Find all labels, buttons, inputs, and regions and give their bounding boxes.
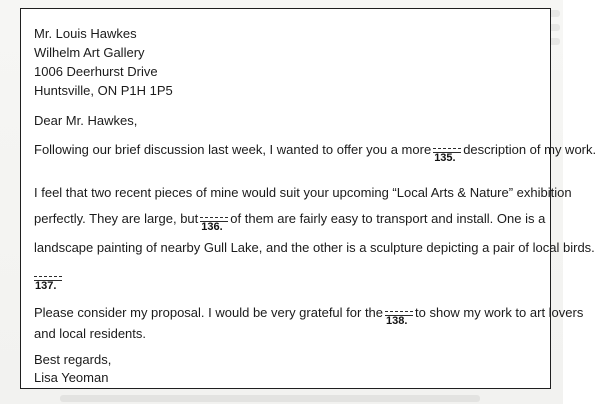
- blank-number: 138.: [386, 315, 408, 327]
- blank-number: 136.: [201, 221, 223, 233]
- paragraph-2-line-1: I feel that two recent pieces of mine would suit your upcoming “Local Arts & Nature” exhibition: [34, 185, 572, 200]
- blank-dash: [34, 276, 62, 277]
- paragraph-1: [34, 142, 596, 164]
- blank-dash: [433, 148, 461, 149]
- blank-dash: [200, 217, 228, 218]
- recipient-name: Mr. Louis Hawkes: [34, 26, 137, 41]
- closing: Best regards,: [34, 352, 112, 367]
- salutation: Dear Mr. Hawkes,: [34, 113, 138, 128]
- blank-137: [34, 271, 62, 295]
- paragraph-1-text-before: Following our brief discussion last week, I wanted to offer you a more: [34, 142, 432, 157]
- paragraph-4-text-before: Please consider my proposal. I would be very grateful for the: [34, 305, 384, 320]
- paragraph-4-text-after: to show my work to art lovers: [415, 305, 584, 320]
- recipient-organization: Wilhelm Art Gallery: [34, 45, 145, 60]
- recipient-city-line: Huntsville, ON P1H 1P5: [34, 83, 173, 98]
- paragraph-2-text-before: perfectly. They are large, but: [34, 211, 199, 226]
- blank-135: [433, 142, 461, 164]
- paragraph-4-line-1: [34, 305, 584, 327]
- blank-number: 135.: [434, 152, 456, 164]
- recipient-street: 1006 Deerhurst Drive: [34, 64, 158, 79]
- blank-138: [385, 305, 413, 327]
- signature: Lisa Yeoman: [34, 370, 109, 385]
- paragraph-4-line-2: and local residents.: [34, 326, 147, 341]
- blank-number: 137.: [35, 280, 57, 292]
- paragraph-2-line-3: landscape painting of nearby Gull Lake, and the other is a sculpture depicting a pair of local birds.: [34, 240, 595, 255]
- paragraph-2-text-after: of them are fairly easy to transport and install. One is a: [230, 211, 546, 226]
- blank-dash: [385, 311, 413, 312]
- blank-136: [200, 211, 228, 233]
- bleed-through-line: [60, 395, 480, 402]
- paragraph-2-line-2: [34, 211, 546, 233]
- paragraph-1-text-after: description of my work.: [463, 142, 596, 157]
